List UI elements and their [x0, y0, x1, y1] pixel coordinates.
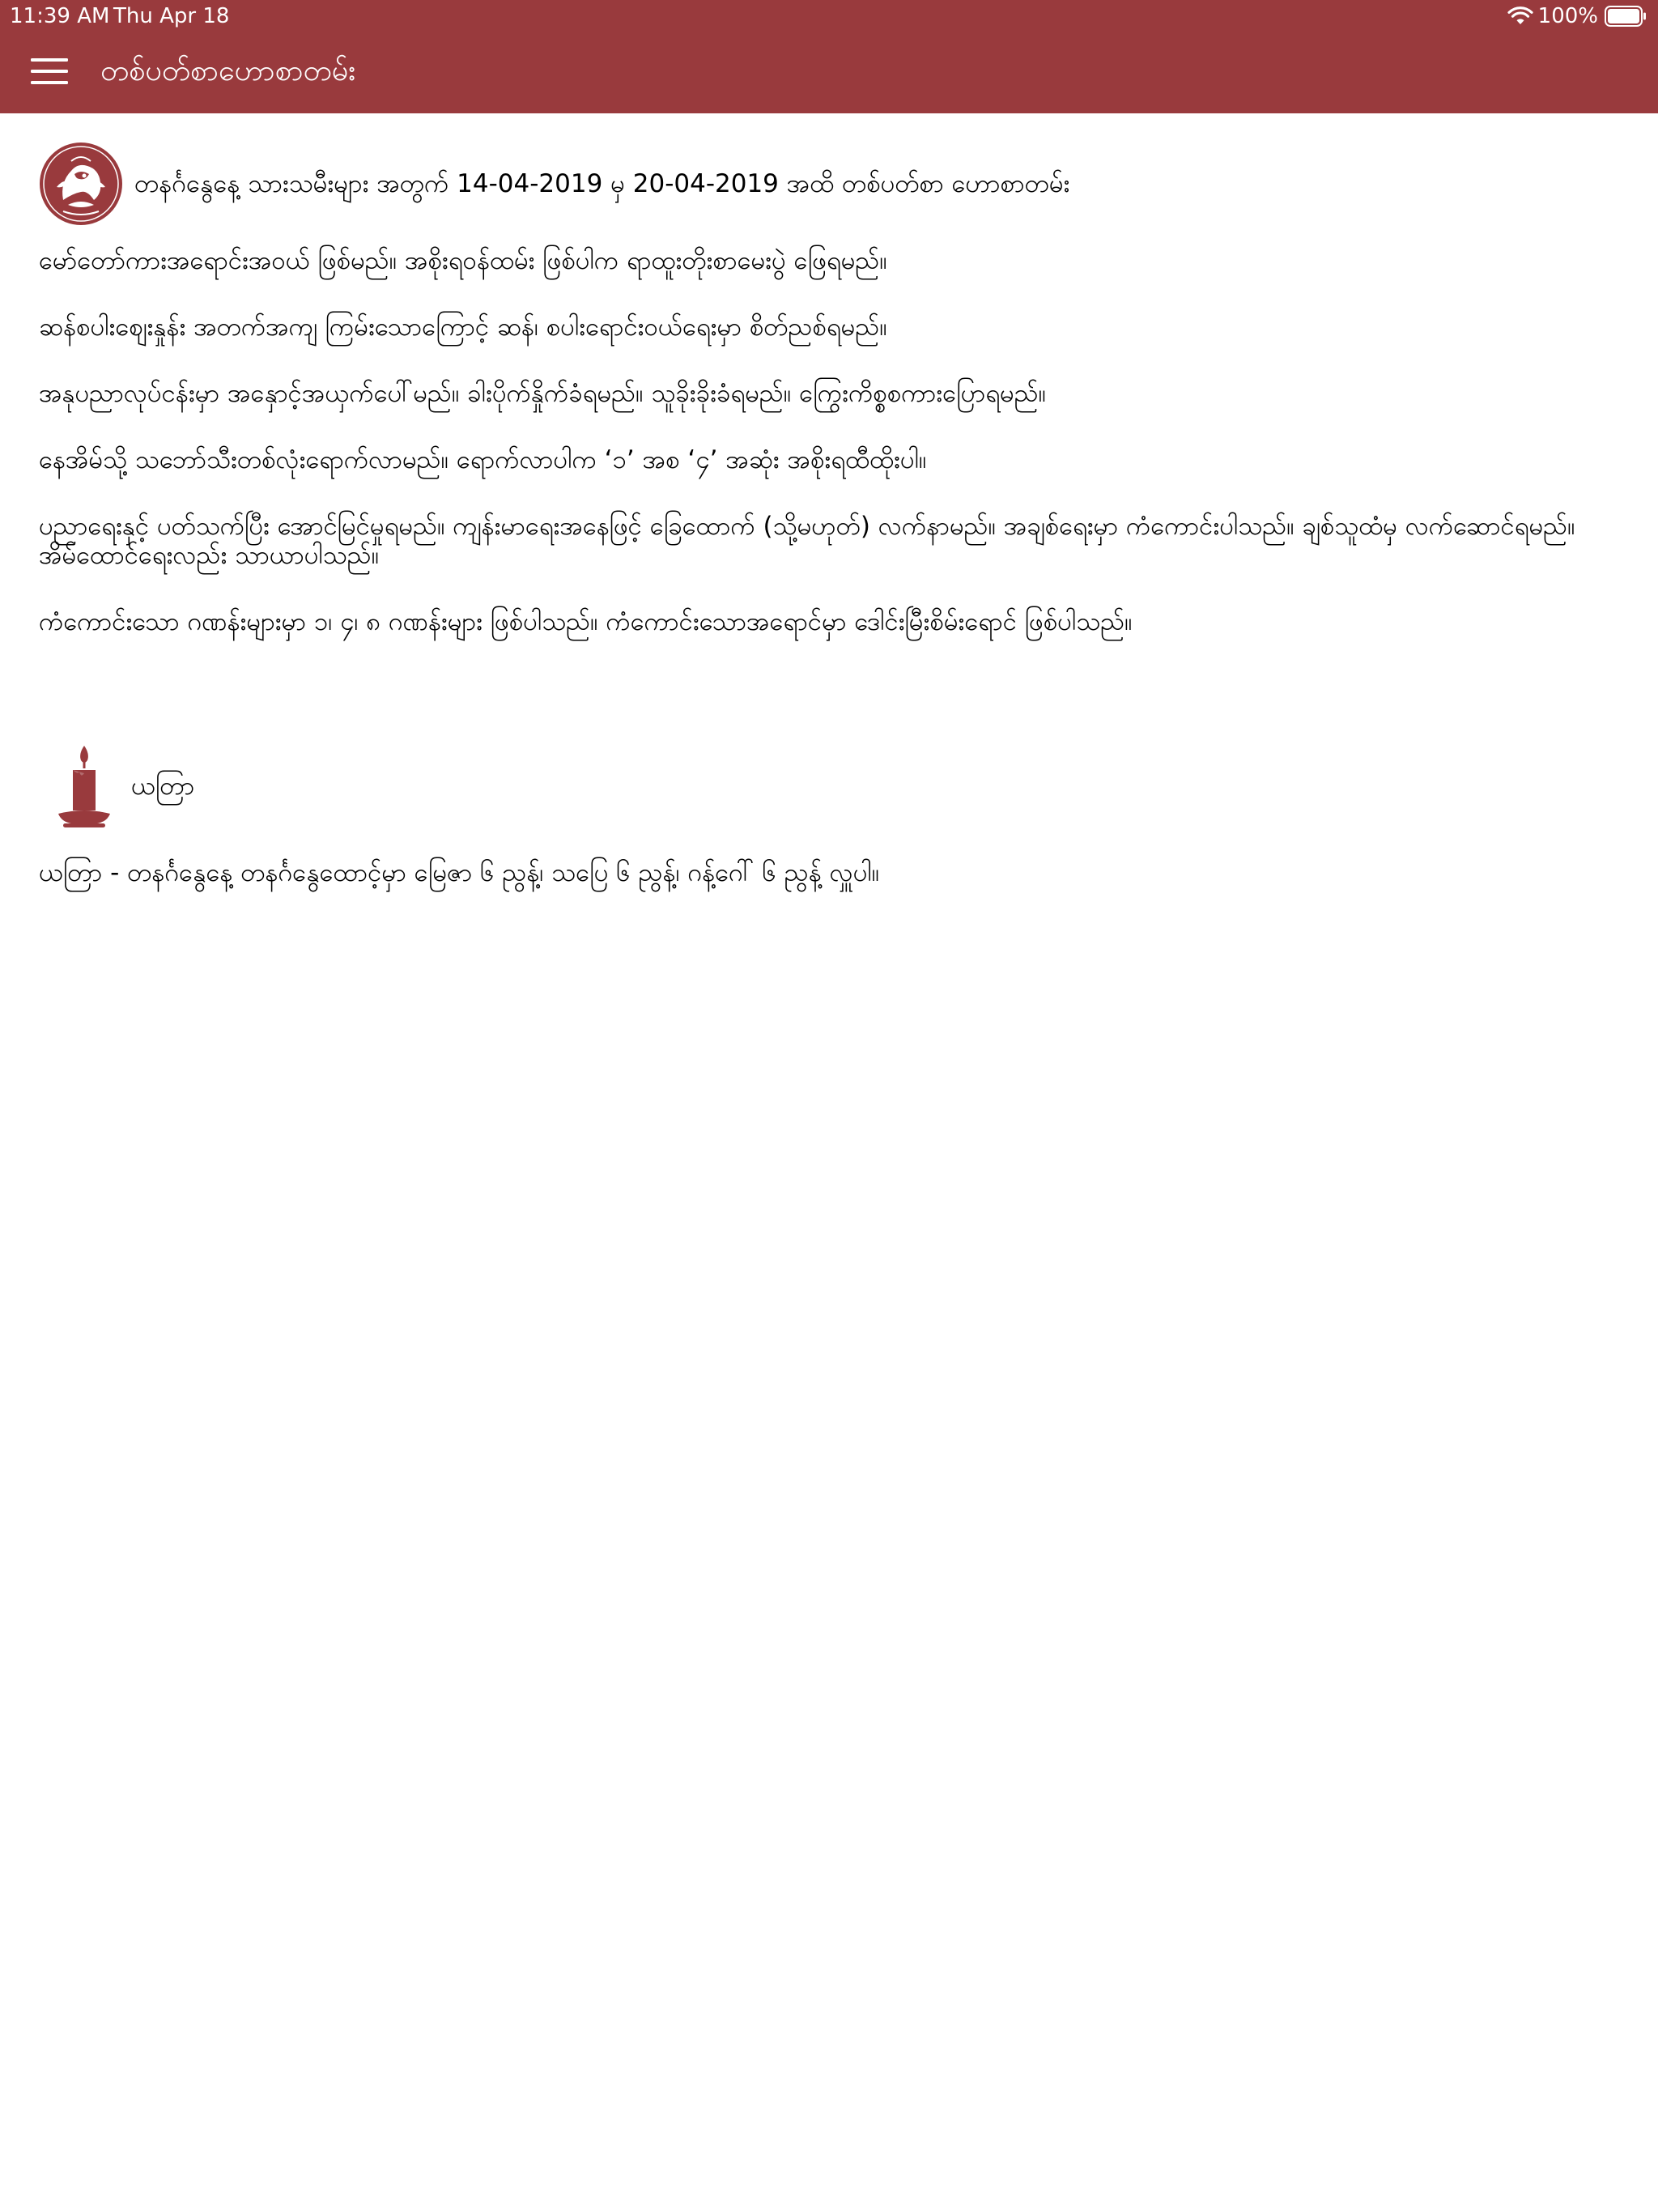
horoscope-content	[39, 113, 1618, 887]
week-title: တနင်္ဂနွေနေ့ သားသမီးများ အတွက် 14-04-2019 မှ 20-04-2019 အထိ တစ်ပတ်စာ ဟောစာတမ်း	[134, 169, 1070, 198]
horoscope-paragraph: ကံကောင်းသော ဂဏန်းများမှာ ၁၊ ၄၊ ၈ ဂဏန်းများ ဖြစ်ပါသည်။ ကံကောင်းသောအရောင်မှာ ဒေါင်းမြီးစိမ်းရောင် ဖြစ်ပါသည်။	[39, 607, 1133, 636]
wifi-icon	[1507, 6, 1533, 26]
battery-icon	[1605, 6, 1647, 27]
yadaya-header	[39, 742, 1618, 831]
status-time: 11:39 AM	[10, 4, 110, 28]
candle-icon	[52, 742, 117, 830]
week-header	[39, 141, 1618, 227]
garuda-seal-icon	[39, 142, 123, 226]
horoscope-paragraph: ဆန်စပါးစျေးနှုန်း အတက်အကျ ကြမ်းသောကြောင့် ဆန်၊ စပါးရောင်းဝယ်ရေးမှာ စိတ်ညစ်ရမည်။	[39, 313, 887, 342]
yadaya-text: ယတြာ - တနင်္ဂနွေနေ့ တနင်္ဂနွေထောင့်မှာ မြေဇာ ၆ ညွန့်၊ သပြေ ၆ ညွန့်၊ ဂန့်ဂေါ် ၆ ညွန့် လှူပါ။	[39, 858, 880, 887]
status-date: Thu Apr 18	[113, 4, 230, 28]
horoscope-paragraph: မော်တော်ကားအရောင်းအဝယ် ဖြစ်မည်။ အစိုးရဝန်ထမ်း ဖြစ်ပါက ရာထူးတိုးစာမေးပွဲ ဖြေရမည်။	[39, 246, 887, 275]
yadaya-label: ယတြာ	[131, 772, 195, 801]
horoscope-paragraph: နေအိမ်သို့ သဘော်သီးတစ်လုံးရောက်လာမည်။ ရောက်လာပါက ‘၁’ အစ ‘၄’ အဆုံး အစိုးရထီထိုးပါ။	[39, 445, 927, 474]
status-indicators	[1507, 2, 1647, 31]
hamburger-menu-icon[interactable]	[31, 57, 68, 86]
horoscope-paragraph: ပညာရေးနှင့် ပတ်သက်ပြီး အောင်မြင်မှုရမည်။ ကျန်းမာရေးအနေဖြင့် ခြေထောက် (သို့မဟုတ်) လက်နာမည်။ အချစ်ရေးမှာ ကံကောင်းပါသည်။ ချစ်သူထံမှ လက်ဆောင်ရမည်။ အိမ်ထောင်ရေးလည်း သာယာပါသည်။	[39, 512, 1575, 570]
horoscope-paragraph: အနုပညာလုပ်ငန်းမှာ အနှောင့်အယှက်ပေါ်မည်။ ခါးပိုက်နှိုက်ခံရမည်။ သူခိုးခိုးခံရမည်။ ကြွေးကိစ္စစကားပြောရမည်။	[39, 379, 1047, 408]
page-title: တစ်ပတ်စာဟောစာတမ်း	[100, 54, 356, 87]
app-header	[0, 0, 1658, 113]
battery-percent: 100%	[1537, 4, 1598, 28]
